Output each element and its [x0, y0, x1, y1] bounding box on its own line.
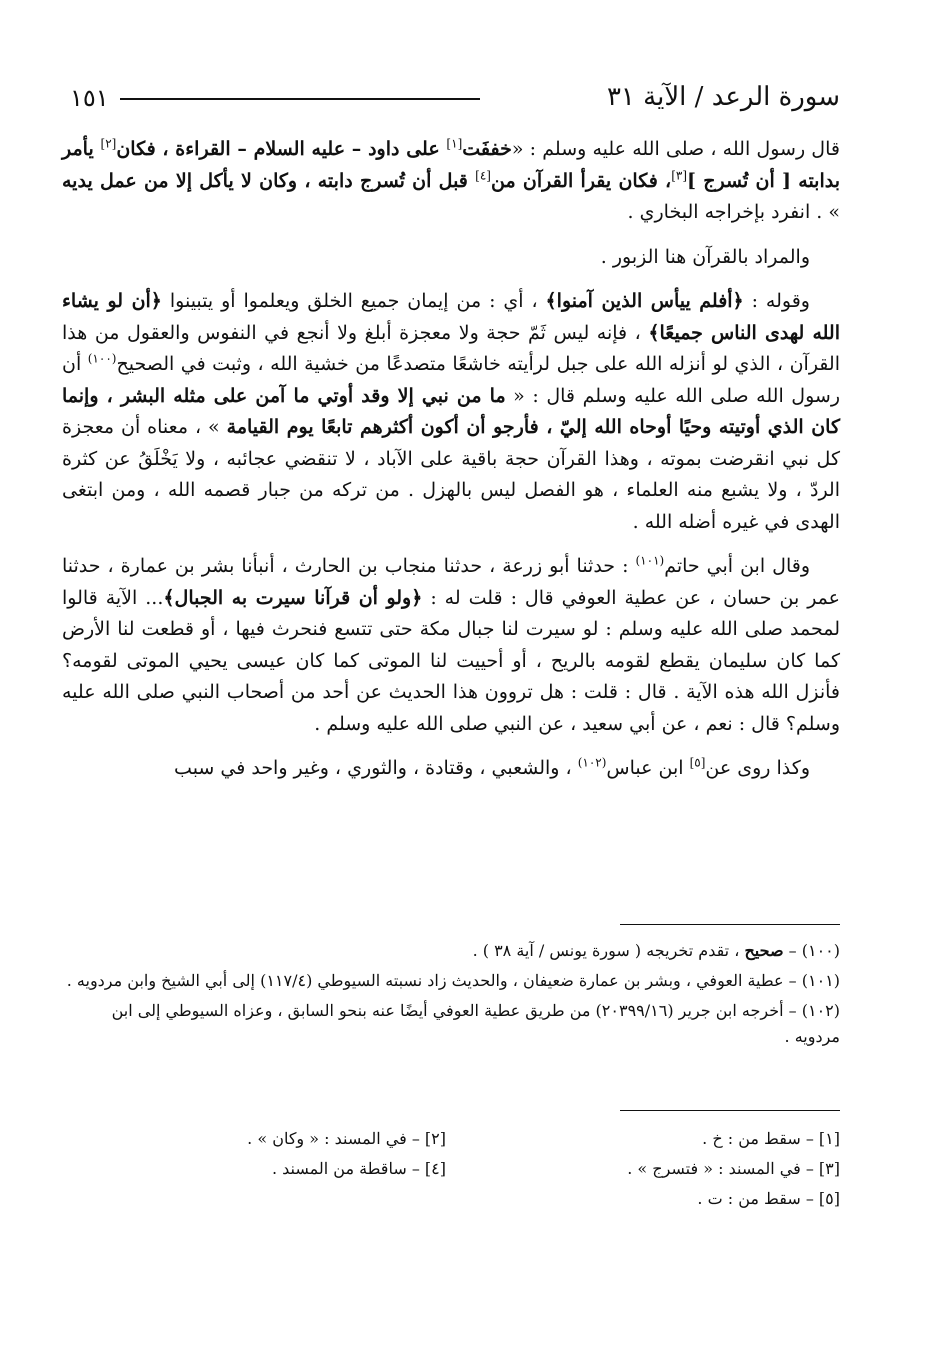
variant-note: [٣] – في المسند : « فتسرج » . — [627, 1159, 840, 1178]
variant-readings — [62, 1124, 840, 1214]
text-segment: وكذا روى عن — [705, 757, 810, 779]
variant-note: [٥] – سقط من : ت . — [697, 1189, 840, 1208]
quoted-text: يأمر بدابته [ أن تُسرج ] — [62, 138, 841, 192]
text-segment: ، أي : من إيمان جميع الخلق ويعلموا أو يتبينوا — [161, 290, 546, 312]
quoted-text: ﴿أن لو يشاء الله لهدى الناس جميعًا﴾ — [62, 290, 840, 344]
text-segment: ، فإنه ليس ثَمّ حجة ولا معجزة أبلغ ولا أنجع في النفوس والعقول من هذا القرآن ، الذي لو أنزله الله على جبل لرأيته خاشعًا متصدعًا من خشية الله ، وثبت في الصحيح — [62, 321, 840, 375]
footnote-number: (١٠١) – — [783, 971, 840, 990]
reference-marker: [٤] — [475, 168, 491, 183]
text-segment: قال رسول الله ، صلى الله عليه وسلم : « — [511, 138, 840, 160]
paragraph — [62, 286, 840, 538]
text-segment: ، والشعبي ، وقتادة ، والثوري ، وغير واحد في سبب — [174, 757, 578, 779]
text-segment: » . انفرد بإخراجه البخاري . — [627, 201, 840, 223]
text-segment: والمراد بالقرآن هنا الزبور . — [600, 245, 810, 268]
footnote-rule — [620, 924, 840, 925]
quoted-text: خففَت — [462, 138, 512, 160]
reference-marker: (١٠٠) — [87, 351, 117, 366]
page-number: ١٥١ — [70, 84, 109, 112]
reference-marker: (١٠١) — [635, 553, 665, 568]
paragraph — [62, 753, 840, 785]
header-rule — [120, 98, 480, 100]
text-segment: ابن عباس — [606, 757, 690, 779]
paragraph — [62, 134, 840, 229]
footnote-number: (١٠٢) – — [783, 1001, 840, 1020]
reference-marker: (١٠٢) — [577, 755, 607, 770]
quoted-text: قبل أن تُسرج دابته ، وكان لا يأكل إلا من عمل يديه — [62, 169, 476, 192]
quoted-text: ، فكان يقرأ القرآن من — [490, 169, 672, 192]
footnotes — [62, 938, 840, 1054]
page-header — [62, 78, 840, 122]
text-segment: وقوله : — [743, 290, 810, 312]
footnote — [62, 998, 840, 1050]
text-segment: ... الآية قالوا لمحمد صلى الله عليه وسلم : لو سيرت لنا جبال مكة حتى تتسع فنحرث فيها ، أو قطعت لنا الأرض كما كان سليمان يقطع لقومه بالريح ، أو أحييت لنا الموتى كما كان عيسى يحيي الموتى لقومه؟ فأنزل الله هذه الآية . قال : قلت : هل تروون هذا الحديث عن أحد من أصحاب النبي صلى الله عليه وسلم؟ قال : نعم ، عن أبي سعيد ، عن النبي صلى الله عليه وسلم . — [62, 586, 840, 735]
variant-note: [١] – سقط من : خ . — [702, 1129, 840, 1148]
reference-marker: [٣] — [671, 168, 688, 183]
paragraph — [62, 551, 840, 740]
text-segment: » ، معناه أن معجزة كل نبي انقرضت بموته ، وهذا القرآن حجة باقية على الآباد ، لا تنقضي عجائبه ، ولا يَخْلَقُ عن كثرة الردّ ، ولا يشبع منه العلماء ، هو الفصل ليس بالهزل . من تركه من جبار قصمه الله ، ومن ابتغى الهدى في غيره أضله الله . — [62, 416, 840, 533]
footnote — [62, 968, 840, 994]
reference-marker: [٢] — [100, 136, 117, 151]
paragraph — [62, 242, 840, 274]
footnote-text: ، تقدم تخريجه ( سورة يونس / آية ٣٨ ) . — [472, 941, 745, 960]
quoted-text: ﴿ولو أن قرآنا سيرت به الجبال﴾ — [163, 586, 423, 609]
variant-note: [٢] – في المسند : « وكان » . — [247, 1129, 446, 1148]
quoted-text: ما من نبي إلا وقد أوتي ما آمن على مثله البشر ، وإنما كان الذي أوتيته وحيًا أوحاه الله إليّ ، فأرجو أن أكون أكثرهم تابعًا يوم القيامة — [62, 384, 841, 438]
footnote-text: عطية العوفي ، وبشر بن عمارة ضعيفان ، والحديث زاد نسبته السيوطي (١١٧/٤) إلى أبي الشيخ وابن مردويه . — [66, 971, 784, 990]
variants-rule — [620, 1110, 840, 1111]
text-segment: أن رسول الله صلى الله عليه وسلم قال : « — [62, 353, 840, 407]
reference-marker: [١] — [446, 136, 463, 151]
running-title: سورة الرعد / الآية ٣١ — [606, 82, 840, 112]
book-page — [62, 78, 840, 1318]
footnote-grade: صحيح — [744, 941, 784, 960]
quoted-text: ﴿أفلم ييأس الذين آمنوا﴾ — [545, 290, 744, 312]
footnote-number: (١٠٠) – — [783, 941, 840, 960]
text-segment: : حدثنا أبو زرعة ، حدثنا منجاب بن الحارث ، أنبأنا بشر بن عمارة ، حدثنا عمر بن حسان ، عن عطية العوفي قال : قلت له : — [62, 555, 841, 609]
text-segment: وقال ابن أبي حاتم — [664, 555, 810, 577]
main-text — [62, 134, 840, 798]
quoted-text: على داود – عليه السلام – القراءة ، فكان — [116, 138, 447, 160]
footnote — [62, 938, 840, 964]
variant-grid — [62, 1124, 840, 1214]
variant-note: [٤] – ساقطة من المسند . — [271, 1159, 446, 1178]
footnote-text: أخرجه ابن جرير (٢٠٣٩٩/١٦) من طريق عطية العوفي أيضًا عنه بنحو السابق ، وعزاه السيوطي إلى ابن مردويه . — [111, 1001, 840, 1046]
reference-marker: [٥] — [689, 755, 706, 770]
